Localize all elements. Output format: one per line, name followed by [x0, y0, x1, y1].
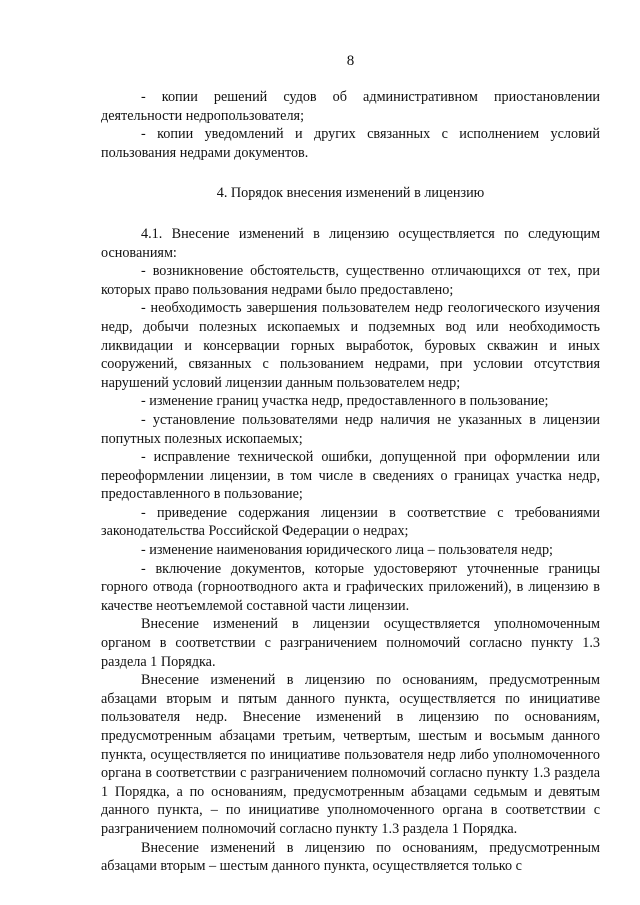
list-item: - возникновение обстоятельств, существенно отличающихся от тех, при которых право пользования недрами было предоставлено; — [101, 263, 600, 298]
list-item: - копии уведомлений и других связанных с исполнением условий пользования недрами документов. — [101, 126, 600, 161]
list-item: - включение документов, которые удостоверяют уточненные границы горного отвода (горноотводного акта и графических приложений), в лицензию в качестве неотъемлемой составной части лицензии. — [101, 560, 600, 614]
body-paragraph: Внесение изменений в лицензии осуществляется уполномоченным органом в соответствии с разграничением полномочий согласно пункту 1.3 раздела 1 Порядка. — [101, 616, 600, 670]
section-intro: 4.1. Внесение изменений в лицензию осуществляется по следующим основаниям: — [101, 225, 600, 261]
body-paragraph: Внесение изменений в лицензию по основаниям, предусмотренным абзацами вторым – шестым данного пункта, осуществляется только с — [101, 839, 600, 875]
list-item: - изменение наименования юридического лица – пользователя недр; — [141, 542, 553, 559]
list-item: - необходимость завершения пользователем недр геологического изучения недр, добычи полезных ископаемых и подземных вод или необходимость ликвидации и консервации горных выработок, буровых скважин и иных сооружений, связанных с пользованием недрами, при условии отсутствия нарушений условий лицензии данным пользователем недр; — [101, 300, 600, 391]
body-paragraph: Внесение изменений в лицензию по основаниям, предусмотренным абзацами вторым и пятым данного пункта, осуществляется по инициативе пользователя недр. Внесение изменений в лицензию по основаниям, предусмотренным абзацами третьим, четвертым, шестым и восьмым данного пункта, осуществляется по инициативе пользователя недр либо уполномоченного органа в соответствии с разграничением полномочий согласно пункту 1.3 раздела 1 Порядка, а по основаниям, предусмотренным абзацами седьмым и девятым данного пункта, – по инициативе уполномоченного органа в соответствии с разграничением полномочий согласно пункту 1.3 раздела 1 Порядка. — [101, 672, 600, 837]
list-item: - установление пользователями недр наличия не указанных в лицензии попутных полезных ископаемых; — [101, 411, 600, 447]
section-title: 4. Порядок внесения изменений в лицензию — [216, 185, 485, 202]
page-number: 8 — [346, 53, 355, 69]
list-item: - исправление технической ошибки, допущенной при оформлении или переоформлении лицензии, в том числе в сведениях о границах участка недр, предоставленного в пользование; — [101, 449, 600, 503]
list-item: - изменение границ участка недр, предоставленного в пользование; — [141, 393, 549, 410]
list-item: - копии решений судов об административном приостановлении деятельности недропользователя; — [101, 89, 600, 124]
list-item: - приведение содержания лицензии в соответствие с требованиями законодательства Российской Федерации о недрах; — [101, 504, 600, 540]
